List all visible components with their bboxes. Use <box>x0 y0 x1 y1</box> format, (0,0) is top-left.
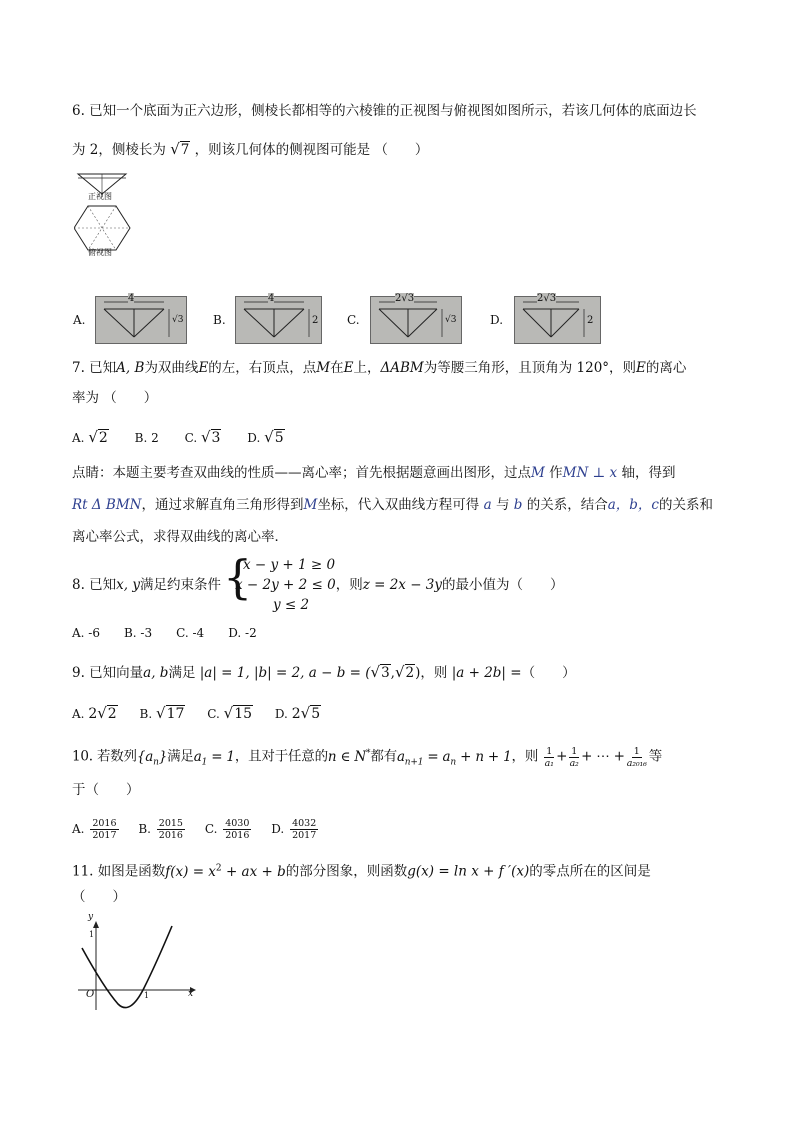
q11-line1: 11. 如图是函数$f(x) = x^2$ + ax + b的部分图象，则函数g(x) = ln x + f ′(x)的零点所在的区间是 <box>72 863 651 880</box>
q6-option-c-dim-top: 2√3 <box>395 293 415 304</box>
q10-options <box>72 818 320 841</box>
option-a-right-edge <box>134 309 164 337</box>
option-a-left-edge <box>104 309 134 337</box>
q7-option-a: A. √2 <box>72 428 108 446</box>
graph-y-tick-label: 1 <box>89 930 95 939</box>
q10-option-b: B. $\frac{2015}{2016}$ <box>138 818 183 841</box>
q6-option-c-label: C. <box>347 313 360 327</box>
q10-frac-3: $\frac{1}{\text{a₂₀₁₆}}$ <box>626 745 647 769</box>
q6-option-a-dim-top: 4 <box>128 293 135 304</box>
graph-x-tick-label: 1 <box>144 991 150 1000</box>
q8-line: 8. 已知x, y满足约束条件 x − 2y + 2 ≤ 0，则z = 2x − 3y的最小值为（ ） <box>72 577 564 593</box>
q7-option-d: D. √5 <box>247 428 284 446</box>
q8-options: A. -6 B. -3 C. -4 D. -2 <box>72 626 257 640</box>
q9-line: 9. 已知向量a, b满足 |a| = 1, |b| = 2, a − b = (√3,√2)，则 |a + 2b| =（ ） <box>72 663 576 681</box>
q8-constraint-1: x − y + 1 ≥ 0 <box>243 557 336 573</box>
q10-frac-1: $\frac{1}{\text{a₁}}$ <box>544 745 554 769</box>
front-view-label: 正视图 <box>88 192 112 201</box>
q7-line1: 7. 已知A, B为双曲线E的左，右顶点，点M在E上，ΔABM为等腰三角形，且顶角为 120°，则E的离心 <box>72 360 687 376</box>
q6-option-c-image <box>370 293 462 344</box>
q6-option-d-dim-top: 2√3 <box>537 293 557 304</box>
q9-option-d: D. 2√5 <box>274 704 321 722</box>
q9-option-b: B. √17 <box>139 704 185 722</box>
q10-option-d: D. $\frac{4032}{2017}$ <box>271 818 317 841</box>
note-line2: Rt Δ BMN，通过求解直角三角形得到M坐标，代入双曲线方程可得 a 与 b 的关系，结合a，b，c的关系和 <box>72 497 713 513</box>
y-axis-arrow <box>93 921 99 928</box>
note-line1: 点睛：本题主要考查双曲线的性质——离心率；首先根据题意画出图形，过点M 作MN ⊥ x 轴，得到 <box>72 465 676 481</box>
q6-option-c-dim-side: √3 <box>445 315 457 325</box>
q11-line2: （ ） <box>72 889 126 905</box>
q6-option-b-dim-side: 2 <box>312 315 319 326</box>
q6-option-d-dim-side: 2 <box>587 315 594 326</box>
q9-option-a: A. 2√2 <box>72 704 117 722</box>
q7-line2: 率为 （ ） <box>72 390 158 406</box>
q6-option-a-label: A. <box>73 313 86 327</box>
q10-option-a: A. $\frac{2016}{2017}$ <box>72 818 117 841</box>
q6-option-d-image <box>514 293 601 344</box>
q10-line1: 10. 若数列$\{a_n\}$满足$a_1 = 1$，且对于任意的n ∈ N*都有$a_{n+1} = a_n + n + 1$，则 $\frac{1}{\text{a₁}}$ + $\frac{1}{\text{a₂}}$ + ⋯ + $\frac{1}{\text{a₂₀₁₆}}$ 等 <box>72 745 662 769</box>
top-view-label: 俯视图 <box>88 248 112 257</box>
q9-option-c: C. √15 <box>207 704 253 722</box>
q6-option-a-image <box>95 293 187 344</box>
q6-option-b-image <box>235 293 322 344</box>
q6-line1: 6. 已知一个底面为正六边形，侧棱长都相等的六棱锥的正视图与俯视图如图所示，若该几何体的底面边长 <box>72 103 697 119</box>
q10-line2: 于（ ） <box>72 782 140 798</box>
graph-origin-label: O <box>86 989 95 1000</box>
graph-x-label: x <box>188 989 194 999</box>
graph-y-label: y <box>88 912 94 922</box>
q9-options <box>72 703 321 724</box>
q7-option-c: C. √3 <box>184 428 221 446</box>
q7-option-b: B. 2 <box>134 431 159 445</box>
q6-option-a-dim-side: √3 <box>172 315 184 325</box>
q6-option-b-dim-top: 4 <box>268 293 275 304</box>
q10-frac-2: $\frac{1}{\text{a₂}}$ <box>569 745 579 769</box>
q8-brace: { <box>223 550 253 604</box>
q6-option-d-label: D. <box>490 313 504 327</box>
q6-sqrt: √7 <box>170 140 190 158</box>
q6-three-view-figure <box>74 170 134 260</box>
q7-options <box>72 427 285 448</box>
q10-option-c: C. $\frac{4030}{2016}$ <box>204 818 250 841</box>
q6-line2: 为 2，侧棱长为 √7 ，则该几何体的侧视图可能是 （ ） <box>72 140 429 158</box>
q11-graph <box>74 912 198 1014</box>
q8-constraint-3: y ≤ 2 <box>273 597 310 613</box>
q6-option-b-label: B. <box>213 313 226 327</box>
note-line3: 离心率公式，求得双曲线的离心率． <box>72 529 288 545</box>
